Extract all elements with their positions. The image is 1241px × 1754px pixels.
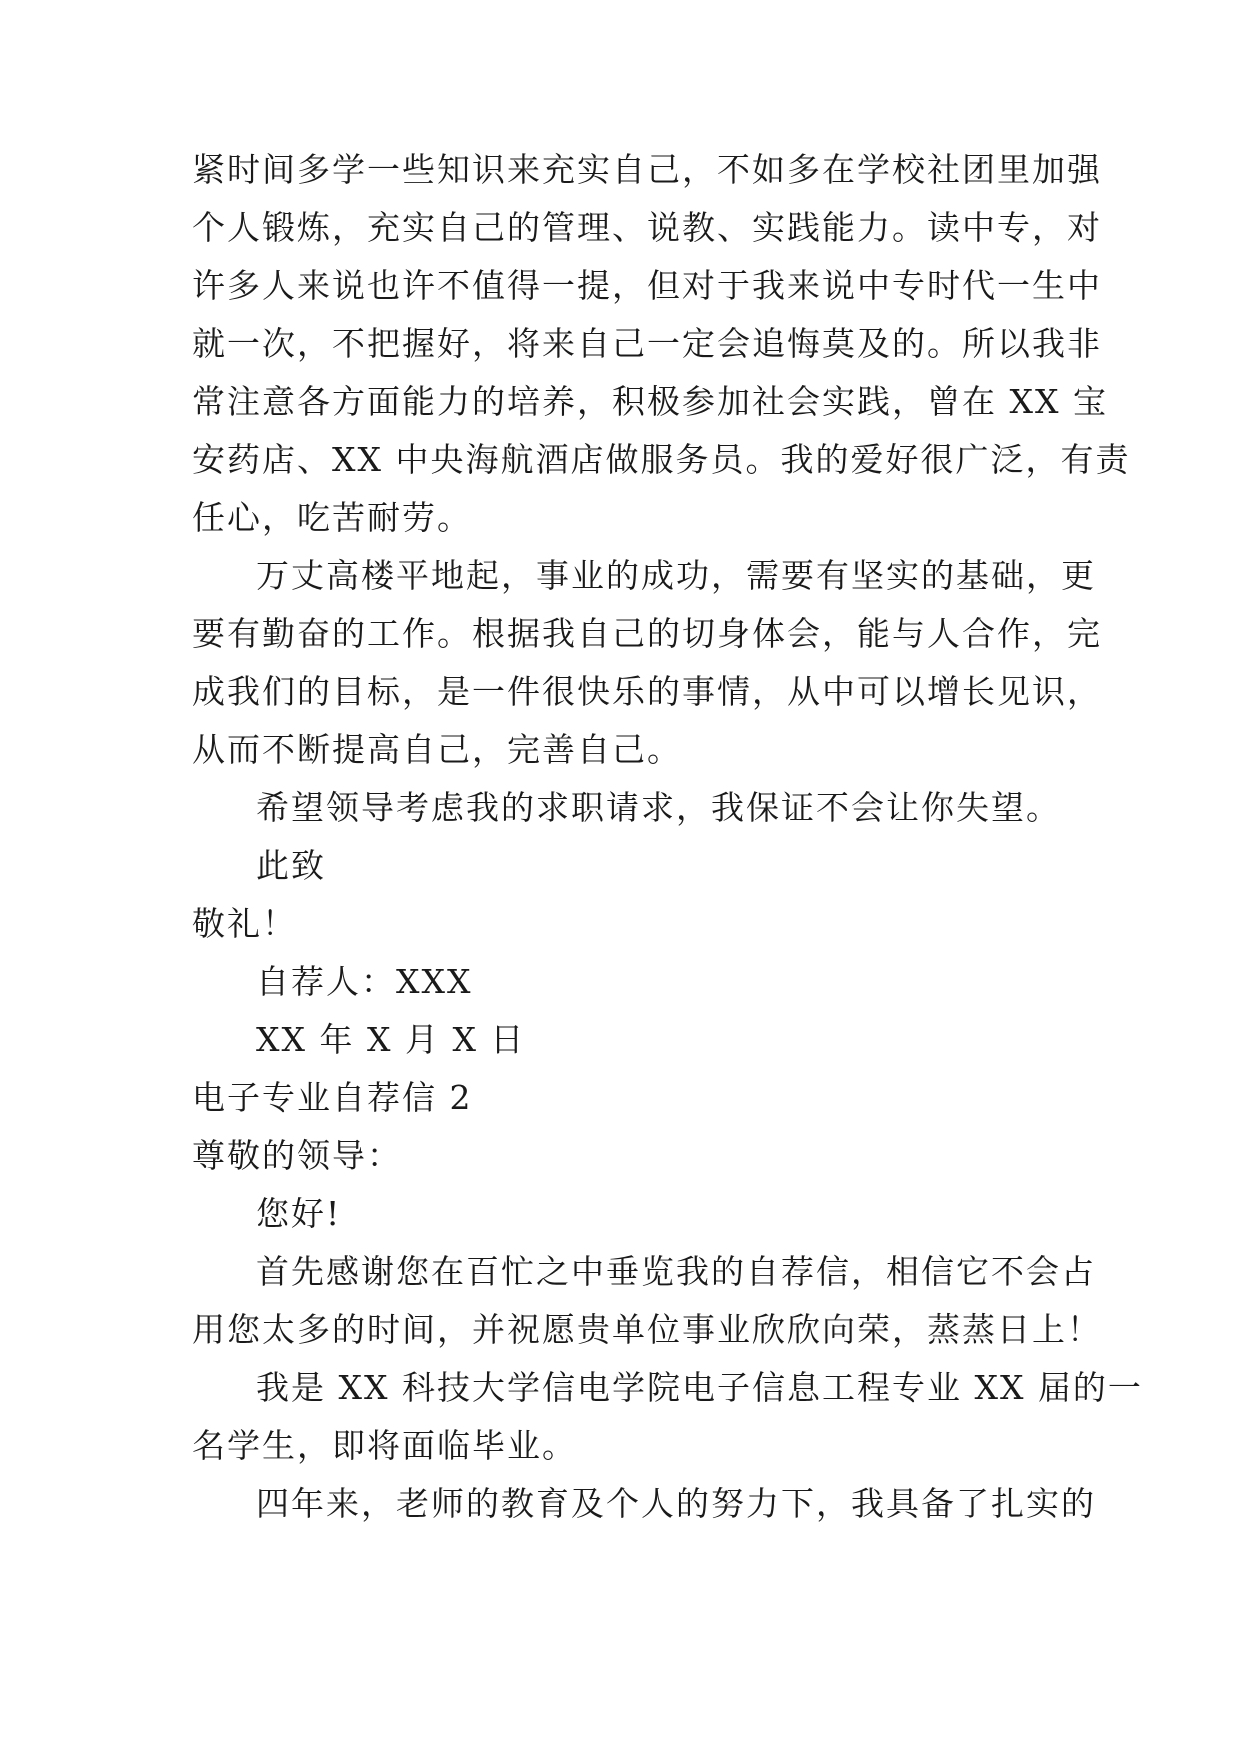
paragraph-start-line: 首先感谢您在百忙之中垂览我的自荐信，相信它不会占 [256, 1252, 1096, 1291]
closing-line: 此致 [256, 846, 326, 885]
greeting-line: 尊敬的领导： [192, 1136, 402, 1175]
body-line: 安药店、XX 中央海航酒店做服务员。我的爱好很广泛，有责 [192, 440, 1131, 479]
body-line: 就一次，不把握好，将来自己一定会追悔莫及的。所以我非 [192, 324, 1102, 363]
body-line: 成我们的目标，是一件很快乐的事情，从中可以增长见识， [192, 672, 1102, 711]
body-line: 用您太多的时间，并祝愿贵单位事业欣欣向荣，蒸蒸日上！ [192, 1310, 1102, 1349]
salute-line: 敬礼！ [192, 904, 297, 943]
body-line: 个人锻炼，充实自己的管理、说教、实践能力。读中专，对 [192, 208, 1102, 247]
body-line: 从而不断提高自己，完善自己。 [192, 730, 682, 769]
body-line: 紧时间多学一些知识来充实自己，不如多在学校社团里加强 [192, 150, 1102, 189]
body-line: 常注意各方面能力的培养，积极参加社会实践，曾在 XX 宝 [192, 382, 1108, 421]
signature-line: 自荐人：XXX [256, 962, 473, 1001]
paragraph-start-line: 万丈高楼平地起，事业的成功，需要有坚实的基础，更 [256, 556, 1096, 595]
date-line: XX 年 X 月 X 日 [256, 1020, 526, 1059]
paragraph-start-line: 希望领导考虑我的求职请求，我保证不会让你失望。 [256, 788, 1061, 827]
paragraph-start-line: 四年来，老师的教育及个人的努力下，我具备了扎实的 [256, 1484, 1096, 1523]
body-line: 任心，吃苦耐劳。 [192, 498, 472, 537]
body-line: 名学生，即将面临毕业。 [192, 1426, 577, 1465]
paragraph-start-line: 我是 XX 科技大学信电学院电子信息工程专业 XX 届的一 [256, 1368, 1143, 1407]
section-title: 电子专业自荐信 2 [192, 1078, 473, 1117]
hello-line: 您好! [256, 1194, 342, 1233]
body-line: 许多人来说也许不值得一提，但对于我来说中专时代一生中 [192, 266, 1102, 305]
body-line: 要有勤奋的工作。根据我自己的切身体会，能与人合作，完 [192, 614, 1102, 653]
